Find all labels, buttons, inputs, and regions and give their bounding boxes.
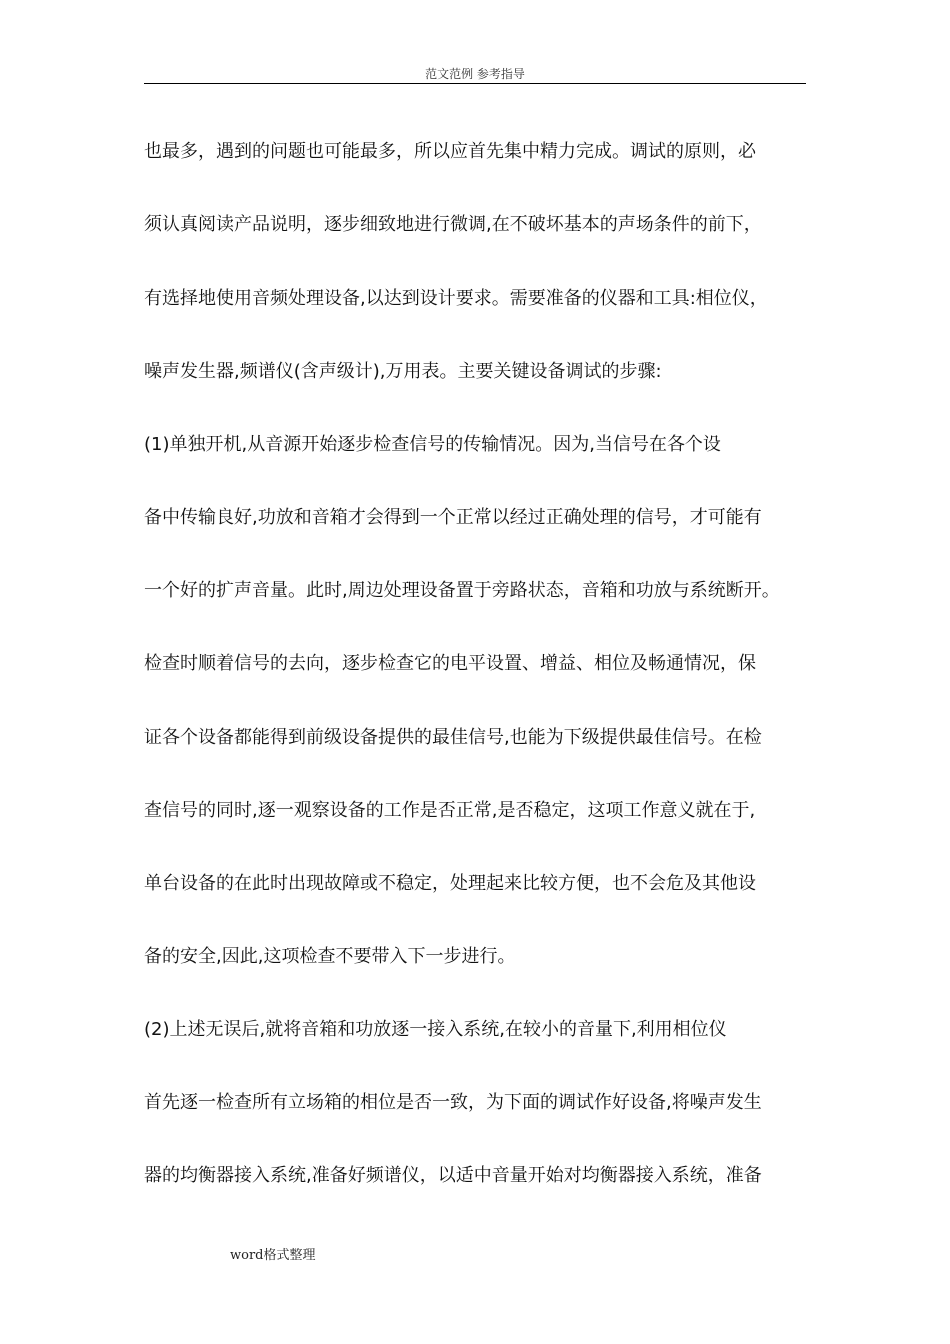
text-line: 噪声发生器,频谱仪(含声级计),万用表。主要关键设备调试的步骤: bbox=[144, 361, 662, 382]
text-line: 证各个设备都能得到前级设备提供的最佳信号,也能为下级提供最佳信号。在检 bbox=[144, 727, 762, 748]
text-line: 首先逐一检查所有立场箱的相位是否一致，为下面的调试作好设备,将噪声发生 bbox=[144, 1092, 762, 1113]
page-header: 范文范例 参考指导 bbox=[425, 67, 525, 81]
page-footer: word格式整理 bbox=[230, 1248, 316, 1263]
text-line: 也最多，遇到的问题也可能最多，所以应首先集中精力完成。调试的原则，必 bbox=[144, 141, 756, 162]
text-line: 查信号的同时,逐一观察设备的工作是否正常,是否稳定，这项工作意义就在于, bbox=[144, 800, 756, 821]
header-divider bbox=[144, 83, 806, 84]
text-line: 有选择地使用音频处理设备,以达到设计要求。需要准备的仪器和工具:相位仪， bbox=[144, 288, 768, 309]
text-line: 备中传输良好,功放和音箱才会得到一个正常以经过正确处理的信号，才可能有 bbox=[144, 507, 762, 528]
text-line: (2)上述无误后,就将音箱和功放逐一接入系统,在较小的音量下,利用相位仪 bbox=[144, 1019, 727, 1040]
text-line: 须认真阅读产品说明，逐步细致地进行微调,在不破坏基本的声场条件的前下， bbox=[144, 214, 762, 235]
text-line: 一个好的扩声音量。此时,周边处理设备置于旁路状态，音箱和功放与系统断开。 bbox=[144, 580, 780, 601]
text-line: 单台设备的在此时出现故障或不稳定，处理起来比较方便，也不会危及其他设 bbox=[144, 873, 756, 894]
text-line: (1)单独开机,从音源开始逐步检查信号的传输情况。因为,当信号在各个设 bbox=[144, 434, 721, 455]
text-line: 器的均衡器接入系统,准备好频谱仪，以适中音量开始对均衡器接入系统，准备 bbox=[144, 1165, 762, 1186]
text-line: 检查时顺着信号的去向，逐步检查它的电平设置、增益、相位及畅通情况，保 bbox=[144, 653, 756, 674]
text-line: 备的安全,因此,这项检查不要带入下一步进行。 bbox=[144, 946, 516, 967]
